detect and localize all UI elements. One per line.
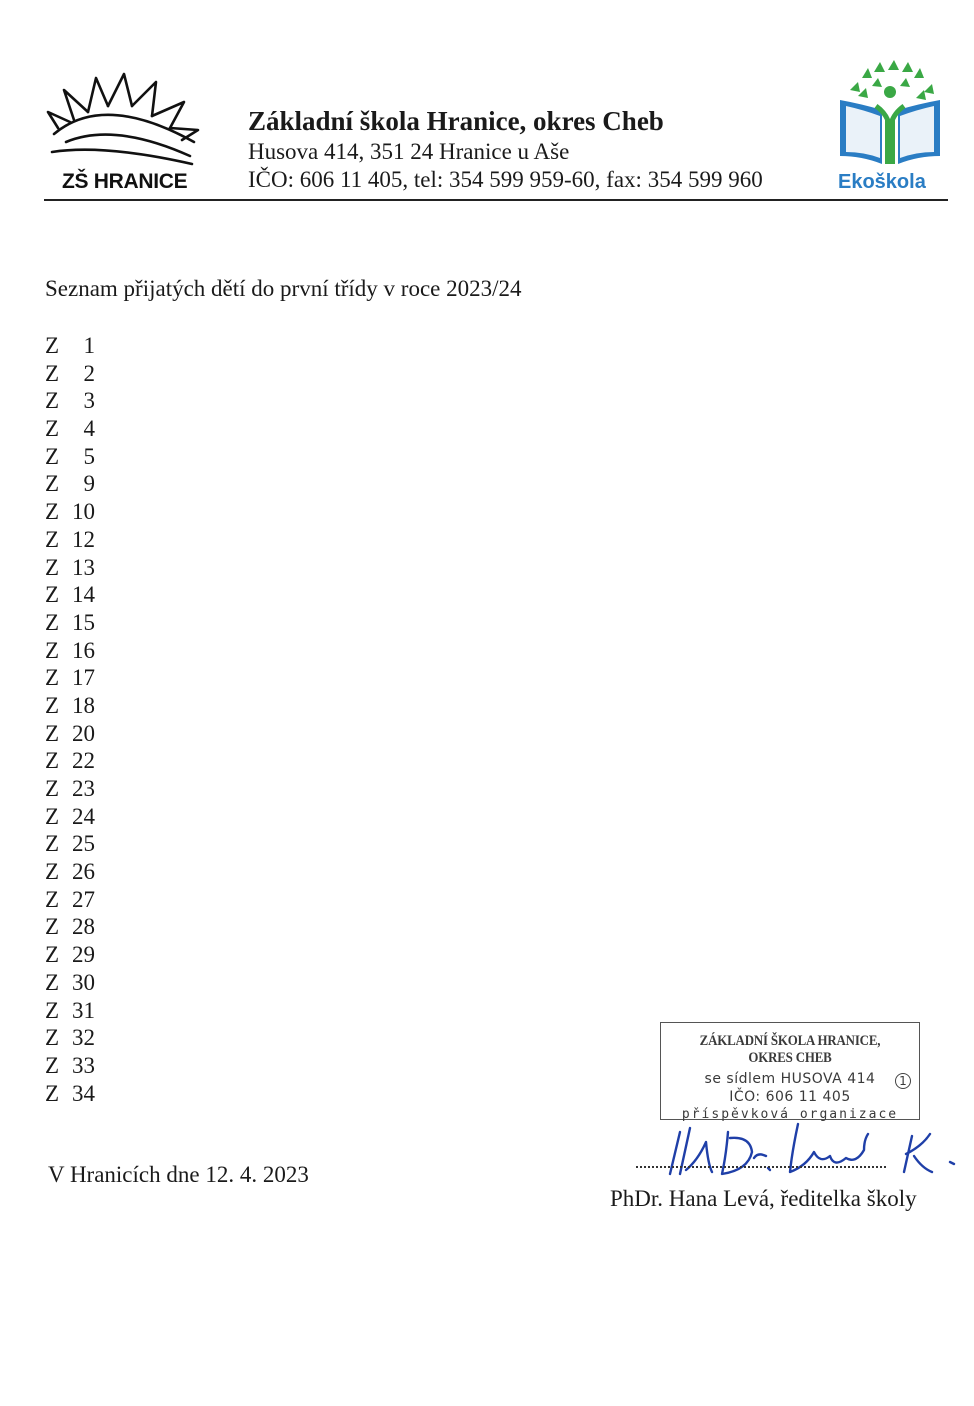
list-item-prefix: Z (45, 388, 60, 414)
ekoskola-logo (832, 60, 948, 200)
list-item (45, 720, 95, 748)
document-heading: Seznam přijatých dětí do první třídy v roce 2023/24 (45, 276, 522, 301)
list-item (45, 1052, 95, 1080)
list-item-number: 1 (83, 333, 95, 358)
list-item (45, 415, 95, 443)
list-item-prefix: Z (45, 416, 60, 442)
stamp-line-1: ZÁKLADNÍ ŠKOLA HRANICE, OKRES CHEB (699, 1033, 881, 1066)
list-item (45, 775, 95, 803)
date-line: V Hranicích dne 12. 4. 2023 (48, 1162, 309, 1187)
list-item (45, 498, 95, 526)
stamp-number: 1 (895, 1073, 911, 1089)
list-item-prefix: Z (45, 582, 60, 608)
list-item-number: 30 (72, 969, 95, 995)
list-item-number: 10 (72, 499, 95, 525)
list-item-number: 17 (72, 665, 95, 691)
list-item-number: 5 (83, 443, 95, 469)
list-item-number: 34 (72, 1080, 95, 1106)
official-stamp (660, 1022, 920, 1120)
school-logo (44, 72, 204, 196)
list-item (45, 913, 95, 941)
list-item-prefix: Z (45, 333, 60, 358)
list-item-number: 29 (72, 942, 95, 968)
list-item-number: 27 (72, 886, 95, 912)
list-item-prefix: Z (45, 526, 60, 552)
stamp-line-2: se sídlem HUSOVA 414 (704, 1071, 876, 1087)
school-address: Husova 414, 351 24 Hranice u Aše (248, 139, 570, 164)
list-item-prefix: Z (45, 969, 60, 995)
list-item-number: 13 (72, 554, 95, 580)
admitted-children-list (45, 332, 95, 1107)
list-item (45, 997, 95, 1025)
sun-icon (44, 72, 204, 172)
list-item-number: 2 (83, 360, 95, 386)
list-item-prefix: Z (45, 914, 60, 940)
list-item (45, 803, 95, 831)
list-item-number: 25 (72, 831, 95, 857)
list-item-number: 24 (72, 803, 95, 829)
list-item-prefix: Z (45, 942, 60, 968)
list-item-prefix: Z (45, 831, 60, 857)
list-item (45, 609, 95, 637)
list-item-prefix: Z (45, 499, 60, 525)
list-item-number: 28 (72, 914, 95, 940)
list-item-prefix: Z (45, 720, 60, 746)
list-item-prefix: Z (45, 360, 60, 386)
list-item (45, 664, 95, 692)
list-item (45, 747, 95, 775)
list-item-prefix: Z (45, 803, 60, 829)
list-item-prefix: Z (45, 692, 60, 718)
list-item-number: 12 (72, 526, 95, 552)
list-item (45, 360, 95, 388)
list-item-number: 3 (83, 388, 95, 414)
signer-name: PhDr. Hana Levá, ředitelka školy (610, 1186, 917, 1211)
list-item (45, 554, 95, 582)
list-item-prefix: Z (45, 1025, 60, 1051)
handwritten-signature (650, 1112, 970, 1188)
list-item-number: 15 (72, 609, 95, 635)
list-item-prefix: Z (45, 609, 60, 635)
logo-right-text: Ekoškola (838, 171, 926, 193)
list-item-prefix: Z (45, 471, 60, 497)
list-item-number: 16 (72, 637, 95, 663)
list-item (45, 637, 95, 665)
list-item-number: 20 (72, 720, 95, 746)
list-item (45, 886, 95, 914)
tree-book-icon (832, 60, 948, 170)
list-item-prefix: Z (45, 776, 60, 801)
list-item-prefix: Z (45, 665, 60, 691)
list-item-prefix: Z (45, 1080, 60, 1106)
list-item-prefix: Z (45, 554, 60, 580)
list-item-number: 23 (72, 776, 95, 801)
list-item (45, 1024, 95, 1052)
list-item (45, 1080, 95, 1108)
list-item-prefix: Z (45, 997, 60, 1023)
logo-left-text: ZŠ HRANICE (62, 170, 188, 193)
list-item-number: 4 (83, 416, 95, 442)
signature-dotted-line (636, 1166, 886, 1168)
school-name: Základní škola Hranice, okres Cheb (248, 106, 664, 136)
list-item (45, 526, 95, 554)
list-item-prefix: Z (45, 443, 60, 469)
list-item (45, 581, 95, 609)
list-item-number: 32 (72, 1025, 95, 1051)
list-item (45, 830, 95, 858)
school-contacts: IČO: 606 11 405, tel: 354 599 959-60, fax: 354 599 960 (248, 167, 763, 192)
list-item-number: 14 (72, 582, 95, 608)
list-item-prefix: Z (45, 859, 60, 885)
list-item-number: 9 (83, 471, 95, 497)
stamp-line-4: příspěvková organizace (681, 1107, 899, 1122)
list-item (45, 387, 95, 415)
list-item (45, 470, 95, 498)
list-item-number: 33 (72, 1052, 95, 1078)
header-divider (44, 199, 948, 201)
list-item (45, 443, 95, 471)
list-item-prefix: Z (45, 886, 60, 912)
list-item-number: 31 (72, 997, 95, 1023)
list-item-prefix: Z (45, 748, 60, 774)
list-item (45, 332, 95, 360)
list-item (45, 692, 95, 720)
list-item (45, 969, 95, 997)
list-item (45, 941, 95, 969)
list-item-number: 18 (72, 692, 95, 718)
list-item-number: 26 (72, 859, 95, 885)
list-item-number: 22 (72, 748, 95, 774)
letterhead (248, 104, 763, 194)
list-item-prefix: Z (45, 1052, 60, 1078)
list-item (45, 858, 95, 886)
stamp-line-3: IČO: 606 11 405 (729, 1089, 851, 1105)
list-item-prefix: Z (45, 637, 60, 663)
